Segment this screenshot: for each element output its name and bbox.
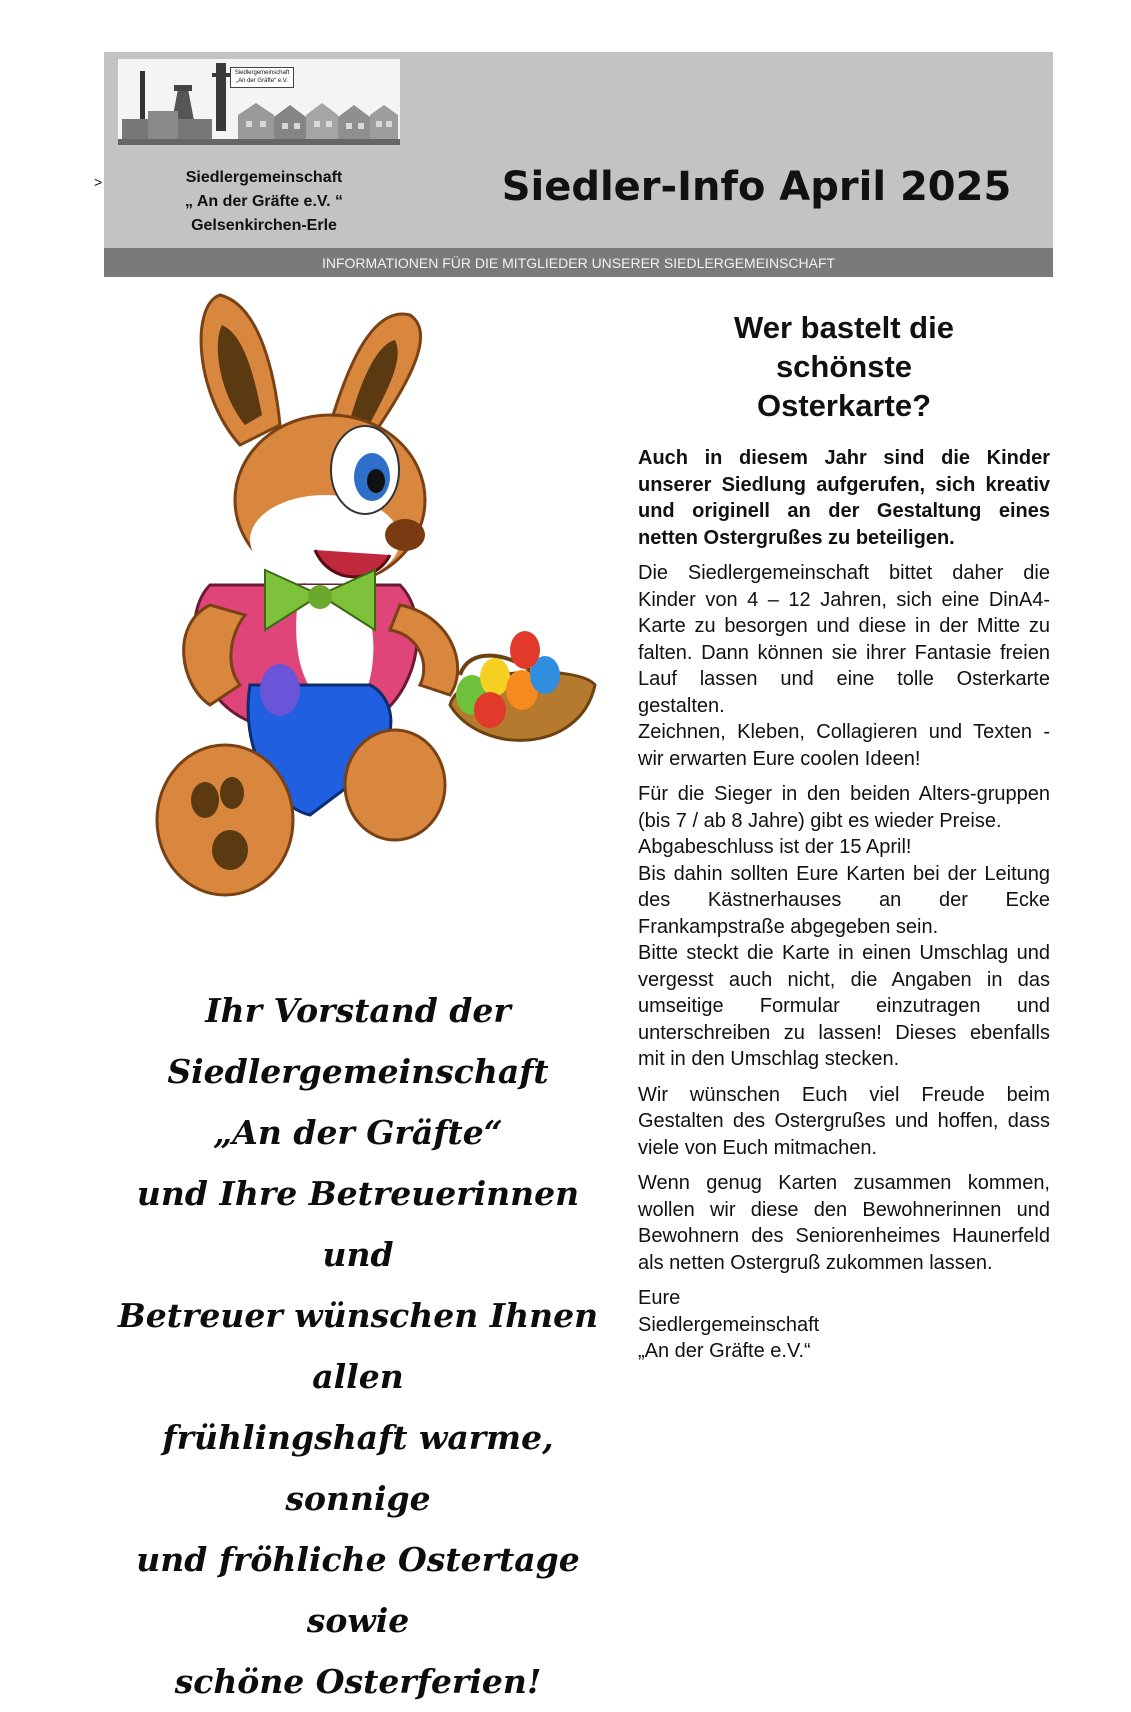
org-line-1: Siedlergemeinschaft [185, 169, 343, 186]
article-column [638, 300, 1050, 1365]
headline-line: schönste [775, 349, 913, 384]
organization-name [134, 166, 394, 238]
headline-line: Wer bastelt die [734, 310, 954, 345]
greeting-line: „An der Gräfte“ [213, 1113, 503, 1152]
logo-label: Siedlergemeinschaft „An der Gräfte“ e.V. [230, 67, 294, 88]
headline-line: Osterkarte? [756, 388, 932, 423]
signature-line: Siedlergemeinschaft [638, 1313, 820, 1336]
org-line-2: „ An der Gräfte e.V. “ [185, 193, 343, 210]
greeting-line: und Ihre Betreuerinnen und [136, 1174, 580, 1274]
header-banner [104, 52, 1053, 248]
logo [118, 59, 400, 145]
signature-line: „An der Gräfte e.V.“ [638, 1340, 811, 1362]
newsletter-title: Siedler-Info April 2025 [501, 164, 1012, 210]
article-paragraph: Wir wünschen Euch viel Freude beim Gestalten des Ostergrußes und hoffen, dass viele von Euch mitmachen. [638, 1083, 1050, 1159]
article-paragraph: Die Siedlergemeinschaft bittet daher die Kinder von 4 – 12 Jahren, sich eine DinA4-Karte zu besorgen und diese in der Mitte zu falten. Dann können sie ihrer Fantasie freien Lauf lassen und eine tolle Osterkarte gestalten. [638, 562, 1050, 717]
deadline-note: Abgabeschluss ist der 15 April! [638, 836, 912, 858]
page-marker: > [94, 174, 103, 190]
greeting-line: Betreuer wünschen Ihnen allen [117, 1296, 599, 1396]
greeting-line: Siedlergemeinschaft [167, 1052, 549, 1091]
easter-bunny-illustration [150, 285, 600, 910]
article-paragraph: Bitte steckt die Karte in einen Umschlag und vergesst auch nicht, die Angaben in das umseitige Formular einzutragen und unterschreiben zu lassen! Dieses ebenfalls mit in den Umschlag stecken. [638, 942, 1050, 1070]
article-paragraph: Bis dahin sollten Eure Karten bei der Leitung des Kästnerhauses an der Ecke Frankampstraße abgegeben sein. [638, 862, 1050, 938]
greeting-line: schöne Osterferien! [174, 1662, 542, 1701]
article-headline [638, 308, 1050, 425]
article-paragraph: Zeichnen, Kleben, Collagieren und Texten - wir erwarten Eure coolen Ideen! [638, 721, 1050, 770]
signature-line: Eure [638, 1287, 681, 1309]
greeting-line: und fröhliche Ostertage sowie [136, 1540, 580, 1640]
org-line-3: Gelsenkirchen-Erle [191, 217, 337, 234]
article-paragraph: Für die Sieger in den beiden Alters-gruppen (bis 7 / ab 8 Jahre) gibt es wieder Preise. [638, 783, 1050, 832]
subtitle-bar: INFORMATIONEN FÜR DIE MITGLIEDER UNSERER SIEDLERGEMEINSCHAFT [104, 248, 1053, 277]
greeting-line: Ihr Vorstand der [205, 991, 511, 1030]
board-greeting [108, 980, 608, 1712]
article-paragraph: Wenn genug Karten zusammen kommen, wollen wir diese den Bewohnerinnen und Bewohnern des Seniorenheimes Haunerfeld als netten Ostergruß zukommen lassen. [638, 1172, 1050, 1274]
greeting-line: frühlingshaft warme, sonnige [162, 1418, 554, 1518]
article-intro: Auch in diesem Jahr sind die Kinder unserer Siedlung aufgerufen, sich kreativ und originell an der Gestaltung eines netten Ostergrußes zu beteiligen. [638, 447, 1050, 549]
